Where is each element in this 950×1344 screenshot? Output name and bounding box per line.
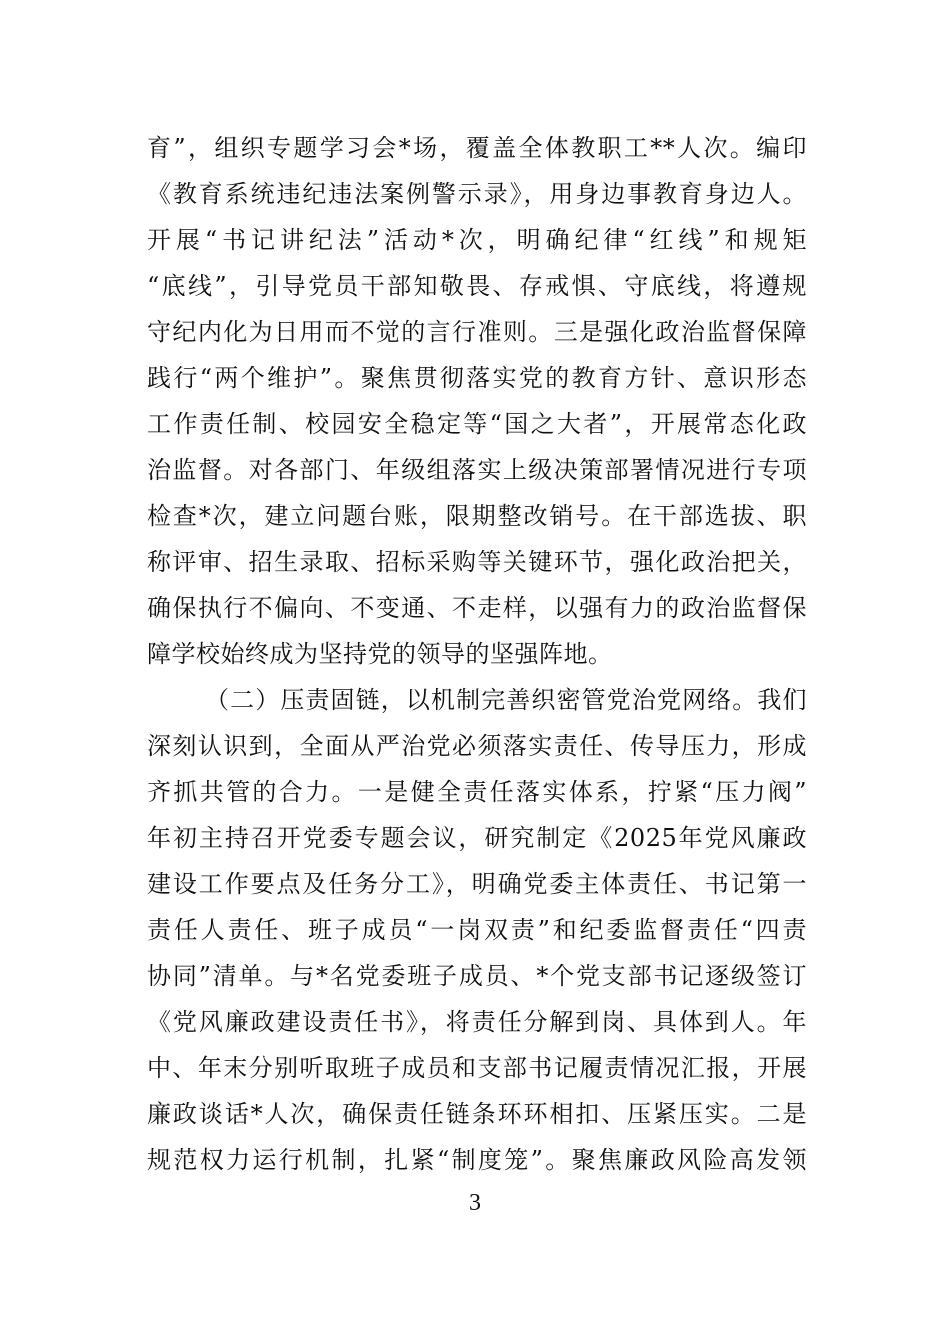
body-text-line: 《教育系统违纪违法案例警示录》，用身边事教育身边人。 bbox=[147, 180, 807, 208]
body-text-line: 检查*次，建立问题台账，限期整改销号。在干部选拔、职 bbox=[147, 502, 807, 530]
body-text-line: 治监督。对各部门、年级组落实上级决策部署情况进行专项 bbox=[147, 456, 807, 484]
body-text-line: 守纪内化为日用而不觉的言行准则。三是强化政治监督保障 bbox=[147, 318, 807, 346]
body-text-line: 责任人责任、班子成员“一岗双责”和纪委监督责任“四责 bbox=[147, 916, 807, 944]
body-text-line: 确保执行不偏向、不变通、不走样，以强有力的政治监督保 bbox=[147, 594, 807, 622]
body-text-line: 工作责任制、校园安全稳定等“国之大者”，开展常态化政 bbox=[147, 410, 807, 438]
body-text-line: 中、年末分别听取班子成员和支部书记履责情况汇报，开展 bbox=[147, 1054, 807, 1082]
body-text-line: 育”，组织专题学习会*场，覆盖全体教职工**人次。编印 bbox=[147, 134, 807, 162]
body-text-line: 规范权力运行机制，扎紧“制度笼”。聚焦廉政风险高发领 bbox=[147, 1146, 807, 1174]
body-text-line: 障学校始终成为坚持党的领导的坚强阵地。 bbox=[147, 640, 613, 668]
body-text-line: 年初主持召开党委专题会议，研究制定《2025年党风廉政 bbox=[147, 824, 807, 852]
body-text-line: “底线”，引导党员干部知敬畏、存戒惧、守底线，将遵规 bbox=[147, 272, 807, 300]
body-text-line: 《党风廉政建设责任书》，将责任分解到岗、具体到人。年 bbox=[147, 1008, 807, 1036]
body-text-line: 开展“书记讲纪法”活动*次，明确纪律“红线”和规矩 bbox=[147, 226, 807, 254]
section-heading-line: （二）压责固链，以机制完善织密管党治党网络。我们 bbox=[205, 686, 807, 714]
body-text-line: 廉政谈话*人次，确保责任链条环环相扣、压紧压实。二是 bbox=[147, 1100, 807, 1128]
body-text-line: 深刻认识到，全面从严治党必须落实责任、传导压力，形成 bbox=[147, 732, 807, 760]
body-text-line: 践行“两个维护”。聚焦贯彻落实党的教育方针、意识形态 bbox=[147, 364, 807, 392]
body-text-line: 称评审、招生录取、招标采购等关键环节，强化政治把关， bbox=[147, 548, 807, 576]
body-text-line: 协同”清单。与*名党委班子成员、*个党支部书记逐级签订 bbox=[147, 962, 807, 990]
body-text-line: 建设工作要点及任务分工》，明确党委主体责任、书记第一 bbox=[147, 870, 807, 898]
body-text-line: 齐抓共管的合力。一是健全责任落实体系，拧紧“压力阀” bbox=[147, 778, 807, 806]
page-number: 3 bbox=[469, 1190, 481, 1216]
